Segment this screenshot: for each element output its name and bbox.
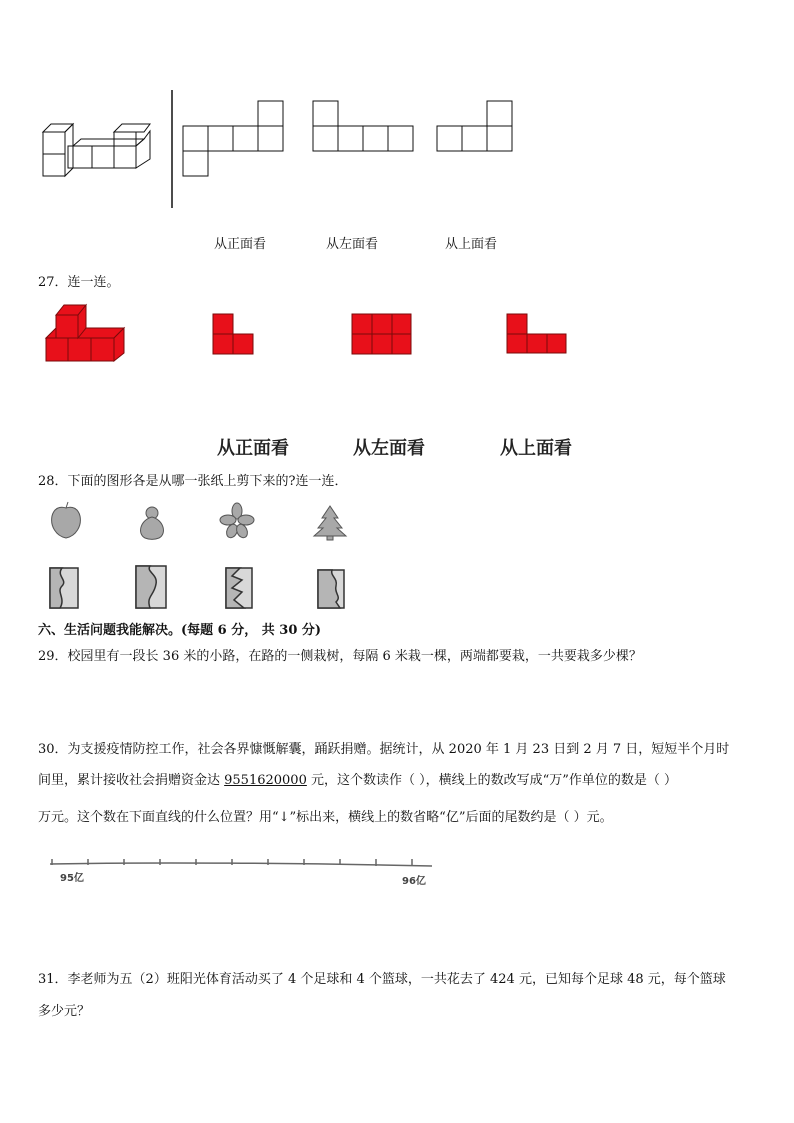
- axis-start-label: 95亿: [60, 873, 84, 884]
- q26-cube-figure: [0, 0, 794, 220]
- q28-title: 28．下面的图形各是从哪一张纸上剪下来的?连一连．: [38, 474, 348, 489]
- q27-label-left: 从左面看: [353, 438, 425, 459]
- folded-paper-3: [226, 568, 252, 608]
- q30-line2: [38, 769, 677, 788]
- q30-line2-end: 元，这个数读作（ ），横线上的数改写成“万”作单位的数是（ ）: [306, 773, 678, 788]
- section6-heading: 六、生活问题我能解决。(每题 6 分， 共 30 分): [38, 623, 322, 638]
- q30-number-line[interactable]: [0, 855, 794, 895]
- q27-red-cube-figure: [0, 295, 794, 375]
- q26-label-front: 从正面看: [214, 237, 267, 252]
- folded-paper-4: [318, 570, 344, 608]
- gourd-icon: [141, 507, 164, 540]
- q27-title: 27．连一连。: [38, 275, 120, 290]
- flower-icon: [220, 503, 254, 539]
- q26-label-top: 从上面看: [445, 237, 498, 252]
- apple-icon: [52, 502, 81, 538]
- q30-line2-start: 间里，累计接收社会捐赠资金达: [38, 773, 225, 788]
- tree-icon: [314, 506, 346, 540]
- q26-label-left: 从左面看: [326, 237, 379, 252]
- q31-line1: 31．李老师为五（2）班阳光体育活动买了 4 个足球和 4 个篮球，一共花去了 424 元，已知每个足球 48 元，每个篮球: [38, 972, 726, 987]
- q27-label-front: 从正面看: [217, 438, 289, 459]
- q30-line1: 30．为支援疫情防控工作，社会各界慷慨解囊，踊跃捐赠。据统计，从 2020 年 1 月 23 日到 2 月 7 日，短短半个月时: [38, 742, 730, 757]
- q27-label-top: 从上面看: [500, 438, 572, 459]
- q30-donation-amount: 9551620000: [224, 773, 307, 788]
- q30-line3: 万元。这个数在下面直线的什么位置？用“↓”标出来，横线上的数省略“亿”后面的尾数约是（ ）元。: [38, 810, 613, 825]
- q29-text: 29．校园里有一段长 36 米的小路，在路的一侧栽树，每隔 6 米栽一棵，两端都要栽，一共要栽多少棵？: [38, 649, 642, 664]
- folded-paper-1: [50, 568, 78, 608]
- folded-paper-2: [136, 566, 166, 608]
- q31-line2: 多少元？: [38, 1004, 91, 1019]
- q28-cutout-shapes: [0, 500, 794, 615]
- axis-end-label: 96亿: [402, 876, 426, 887]
